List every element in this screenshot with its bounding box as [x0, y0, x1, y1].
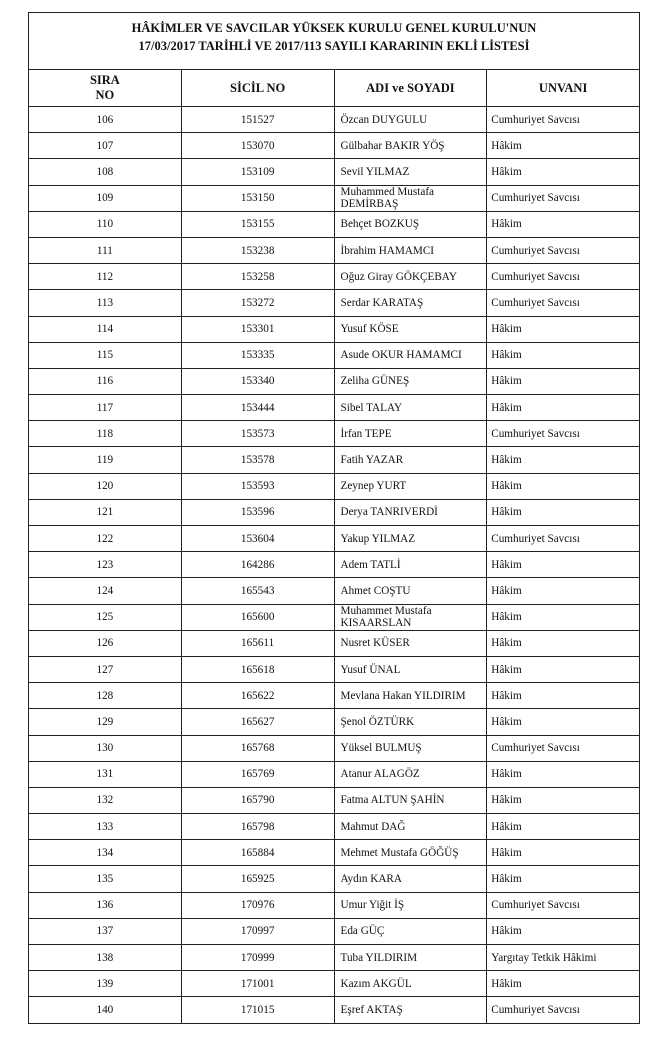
row-name: İbrahim HAMAMCI [334, 237, 487, 263]
row-name: Oğuz Giray GÖKÇEBAY [334, 264, 487, 290]
row-name: Derya TANRIVERDİ [334, 499, 487, 525]
table-row [29, 604, 640, 630]
row-title: Cumhuriyet Savcısı [487, 735, 640, 761]
row-title: Hâkim [487, 395, 640, 421]
row-title: Cumhuriyet Savcısı [487, 997, 640, 1023]
row-title: Hâkim [487, 159, 640, 185]
row-name: Fatma ALTUN ŞAHİN [334, 787, 487, 813]
row-sira-no: 130 [29, 735, 182, 761]
row-title: Cumhuriyet Savcısı [487, 107, 640, 133]
row-name: Muhammet Mustafa KISAARSLAN [334, 604, 487, 630]
row-sira-no: 114 [29, 316, 182, 342]
row-sicil-no: 165622 [181, 683, 334, 709]
table-row [29, 473, 640, 499]
row-name: Sevil YILMAZ [334, 159, 487, 185]
row-name: İrfan TEPE [334, 421, 487, 447]
row-sira-no: 107 [29, 133, 182, 159]
row-name: Kazım AKGÜL [334, 971, 487, 997]
table-row [29, 211, 640, 237]
row-title: Hâkim [487, 133, 640, 159]
row-sicil-no: 171001 [181, 971, 334, 997]
row-sicil-no: 151527 [181, 107, 334, 133]
row-title: Hâkim [487, 342, 640, 368]
row-sira-no: 117 [29, 395, 182, 421]
table-row [29, 735, 640, 761]
row-title: Hâkim [487, 683, 640, 709]
row-name: Muhammed Mustafa DEMİRBAŞ [334, 185, 487, 211]
table-row [29, 918, 640, 944]
table-row [29, 107, 640, 133]
table-row [29, 342, 640, 368]
row-title: Hâkim [487, 316, 640, 342]
row-sicil-no: 165790 [181, 787, 334, 813]
table-row [29, 866, 640, 892]
row-sicil-no: 170999 [181, 945, 334, 971]
row-name: Umur Yiğit İŞ [334, 892, 487, 918]
row-sicil-no: 165543 [181, 578, 334, 604]
row-sira-no: 120 [29, 473, 182, 499]
row-title: Hâkim [487, 473, 640, 499]
row-sicil-no: 153593 [181, 473, 334, 499]
row-sira-no: 132 [29, 787, 182, 813]
row-name: Zeynep YURT [334, 473, 487, 499]
table-row [29, 814, 640, 840]
row-name: Behçet BOZKUŞ [334, 211, 487, 237]
document-sheet [28, 12, 640, 1024]
row-sira-no: 133 [29, 814, 182, 840]
row-name: Yusuf KÖSE [334, 316, 487, 342]
table-row [29, 290, 640, 316]
table-row [29, 447, 640, 473]
table-row [29, 421, 640, 447]
table-row [29, 997, 640, 1023]
table-row [29, 237, 640, 263]
row-title: Hâkim [487, 630, 640, 656]
row-name: Gülbahar BAKIR YÖŞ [334, 133, 487, 159]
row-name: Atanur ALAGÖZ [334, 761, 487, 787]
table-row [29, 526, 640, 552]
row-title: Hâkim [487, 918, 640, 944]
row-sicil-no: 153109 [181, 159, 334, 185]
row-name: Sibel TALAY [334, 395, 487, 421]
row-sira-no: 123 [29, 552, 182, 578]
table-row [29, 709, 640, 735]
title-line-2: 17/03/2017 TARİHLİ VE 2017/113 SAYILI KARARININ EKLİ LİSTESİ [138, 39, 530, 53]
table-row [29, 578, 640, 604]
row-name: Eşref AKTAŞ [334, 997, 487, 1023]
row-sicil-no: 153578 [181, 447, 334, 473]
row-sicil-no: 153573 [181, 421, 334, 447]
table-row [29, 395, 640, 421]
row-sira-no: 136 [29, 892, 182, 918]
row-name: Özcan DUYGULU [334, 107, 487, 133]
row-sicil-no: 153301 [181, 316, 334, 342]
row-title: Cumhuriyet Savcısı [487, 526, 640, 552]
row-sicil-no: 165769 [181, 761, 334, 787]
row-sicil-no: 165925 [181, 866, 334, 892]
row-name: Zeliha GÜNEŞ [334, 368, 487, 394]
header-sira-line1: SIRA [89, 73, 120, 87]
row-name: Asude OKUR HAMAMCI [334, 342, 487, 368]
row-title: Hâkim [487, 709, 640, 735]
table-row [29, 892, 640, 918]
row-name: Mehmet Mustafa GÖĞÜŞ [334, 840, 487, 866]
row-title: Hâkim [487, 552, 640, 578]
table-row [29, 787, 640, 813]
row-sira-no: 112 [29, 264, 182, 290]
row-sicil-no: 153070 [181, 133, 334, 159]
personnel-table [28, 12, 640, 1024]
row-sicil-no: 165798 [181, 814, 334, 840]
row-title: Hâkim [487, 368, 640, 394]
row-sira-no: 118 [29, 421, 182, 447]
row-title: Hâkim [487, 447, 640, 473]
row-sira-no: 116 [29, 368, 182, 394]
row-sicil-no: 153272 [181, 290, 334, 316]
row-sira-no: 127 [29, 656, 182, 682]
table-row [29, 368, 640, 394]
row-title: Hâkim [487, 211, 640, 237]
row-title: Hâkim [487, 761, 640, 787]
header-row [29, 70, 640, 107]
row-sicil-no: 153155 [181, 211, 334, 237]
row-sira-no: 111 [29, 237, 182, 263]
title-line-1: HÂKİMLER VE SAVCILAR YÜKSEK KURULU GENEL KURULU'NUN [131, 21, 537, 35]
row-title: Cumhuriyet Savcısı [487, 290, 640, 316]
row-title: Hâkim [487, 866, 640, 892]
row-sicil-no: 164286 [181, 552, 334, 578]
table-row [29, 264, 640, 290]
header-sicil-no: SİCİL NO [181, 70, 334, 107]
row-title: Yargıtay Tetkik Hâkimi [487, 945, 640, 971]
row-name: Yüksel BULMUŞ [334, 735, 487, 761]
row-title: Cumhuriyet Savcısı [487, 892, 640, 918]
row-sicil-no: 153238 [181, 237, 334, 263]
row-title: Cumhuriyet Savcısı [487, 185, 640, 211]
row-title: Hâkim [487, 499, 640, 525]
row-sira-no: 134 [29, 840, 182, 866]
row-sira-no: 122 [29, 526, 182, 552]
table-row [29, 133, 640, 159]
table-row [29, 971, 640, 997]
row-title: Hâkim [487, 656, 640, 682]
header-sira-no [29, 70, 182, 107]
table-row [29, 630, 640, 656]
table-row [29, 185, 640, 211]
table-row [29, 945, 640, 971]
row-name: Nusret KÜSER [334, 630, 487, 656]
row-sicil-no: 171015 [181, 997, 334, 1023]
row-name: Adem TATLİ [334, 552, 487, 578]
row-sira-no: 140 [29, 997, 182, 1023]
row-sira-no: 115 [29, 342, 182, 368]
row-sira-no: 139 [29, 971, 182, 997]
row-sira-no: 108 [29, 159, 182, 185]
row-sicil-no: 165768 [181, 735, 334, 761]
row-sicil-no: 153258 [181, 264, 334, 290]
table-row [29, 840, 640, 866]
row-sira-no: 125 [29, 604, 182, 630]
table-row [29, 316, 640, 342]
row-name: Eda GÜÇ [334, 918, 487, 944]
row-sira-no: 137 [29, 918, 182, 944]
row-name: Aydın KARA [334, 866, 487, 892]
row-sira-no: 124 [29, 578, 182, 604]
row-sicil-no: 165884 [181, 840, 334, 866]
header-name: ADI ve SOYADI [334, 70, 487, 107]
row-sicil-no: 153150 [181, 185, 334, 211]
row-title: Hâkim [487, 604, 640, 630]
row-title: Cumhuriyet Savcısı [487, 264, 640, 290]
row-sicil-no: 153444 [181, 395, 334, 421]
row-sicil-no: 170997 [181, 918, 334, 944]
row-title: Hâkim [487, 814, 640, 840]
row-sira-no: 126 [29, 630, 182, 656]
table-row [29, 159, 640, 185]
table-row [29, 683, 640, 709]
row-sira-no: 138 [29, 945, 182, 971]
table-row [29, 552, 640, 578]
row-name: Şenol ÖZTÜRK [334, 709, 487, 735]
row-title: Hâkim [487, 787, 640, 813]
row-name: Yakup YILMAZ [334, 526, 487, 552]
row-sicil-no: 153604 [181, 526, 334, 552]
row-sira-no: 121 [29, 499, 182, 525]
document-title [29, 13, 640, 70]
row-name: Fatih YAZAR [334, 447, 487, 473]
row-name: Tuba YILDIRIM [334, 945, 487, 971]
table-row [29, 656, 640, 682]
row-sira-no: 106 [29, 107, 182, 133]
header-title: UNVANI [487, 70, 640, 107]
row-sira-no: 128 [29, 683, 182, 709]
row-sira-no: 135 [29, 866, 182, 892]
row-sicil-no: 153596 [181, 499, 334, 525]
row-name: Yusuf ÜNAL [334, 656, 487, 682]
row-title: Cumhuriyet Savcısı [487, 237, 640, 263]
table-row [29, 761, 640, 787]
row-sicil-no: 170976 [181, 892, 334, 918]
row-sicil-no: 165600 [181, 604, 334, 630]
row-sicil-no: 153335 [181, 342, 334, 368]
row-sira-no: 109 [29, 185, 182, 211]
row-sira-no: 129 [29, 709, 182, 735]
table-row [29, 499, 640, 525]
row-sicil-no: 165618 [181, 656, 334, 682]
row-title: Hâkim [487, 840, 640, 866]
row-sicil-no: 153340 [181, 368, 334, 394]
row-sira-no: 110 [29, 211, 182, 237]
row-sira-no: 119 [29, 447, 182, 473]
row-title: Hâkim [487, 578, 640, 604]
row-name: Mahmut DAĞ [334, 814, 487, 840]
row-title: Hâkim [487, 971, 640, 997]
row-name: Ahmet COŞTU [334, 578, 487, 604]
row-sira-no: 131 [29, 761, 182, 787]
row-sira-no: 113 [29, 290, 182, 316]
header-sira-line2: NO [95, 88, 115, 102]
row-title: Cumhuriyet Savcısı [487, 421, 640, 447]
row-name: Serdar KARATAŞ [334, 290, 487, 316]
row-sicil-no: 165627 [181, 709, 334, 735]
row-sicil-no: 165611 [181, 630, 334, 656]
row-name: Mevlana Hakan YILDIRIM [334, 683, 487, 709]
